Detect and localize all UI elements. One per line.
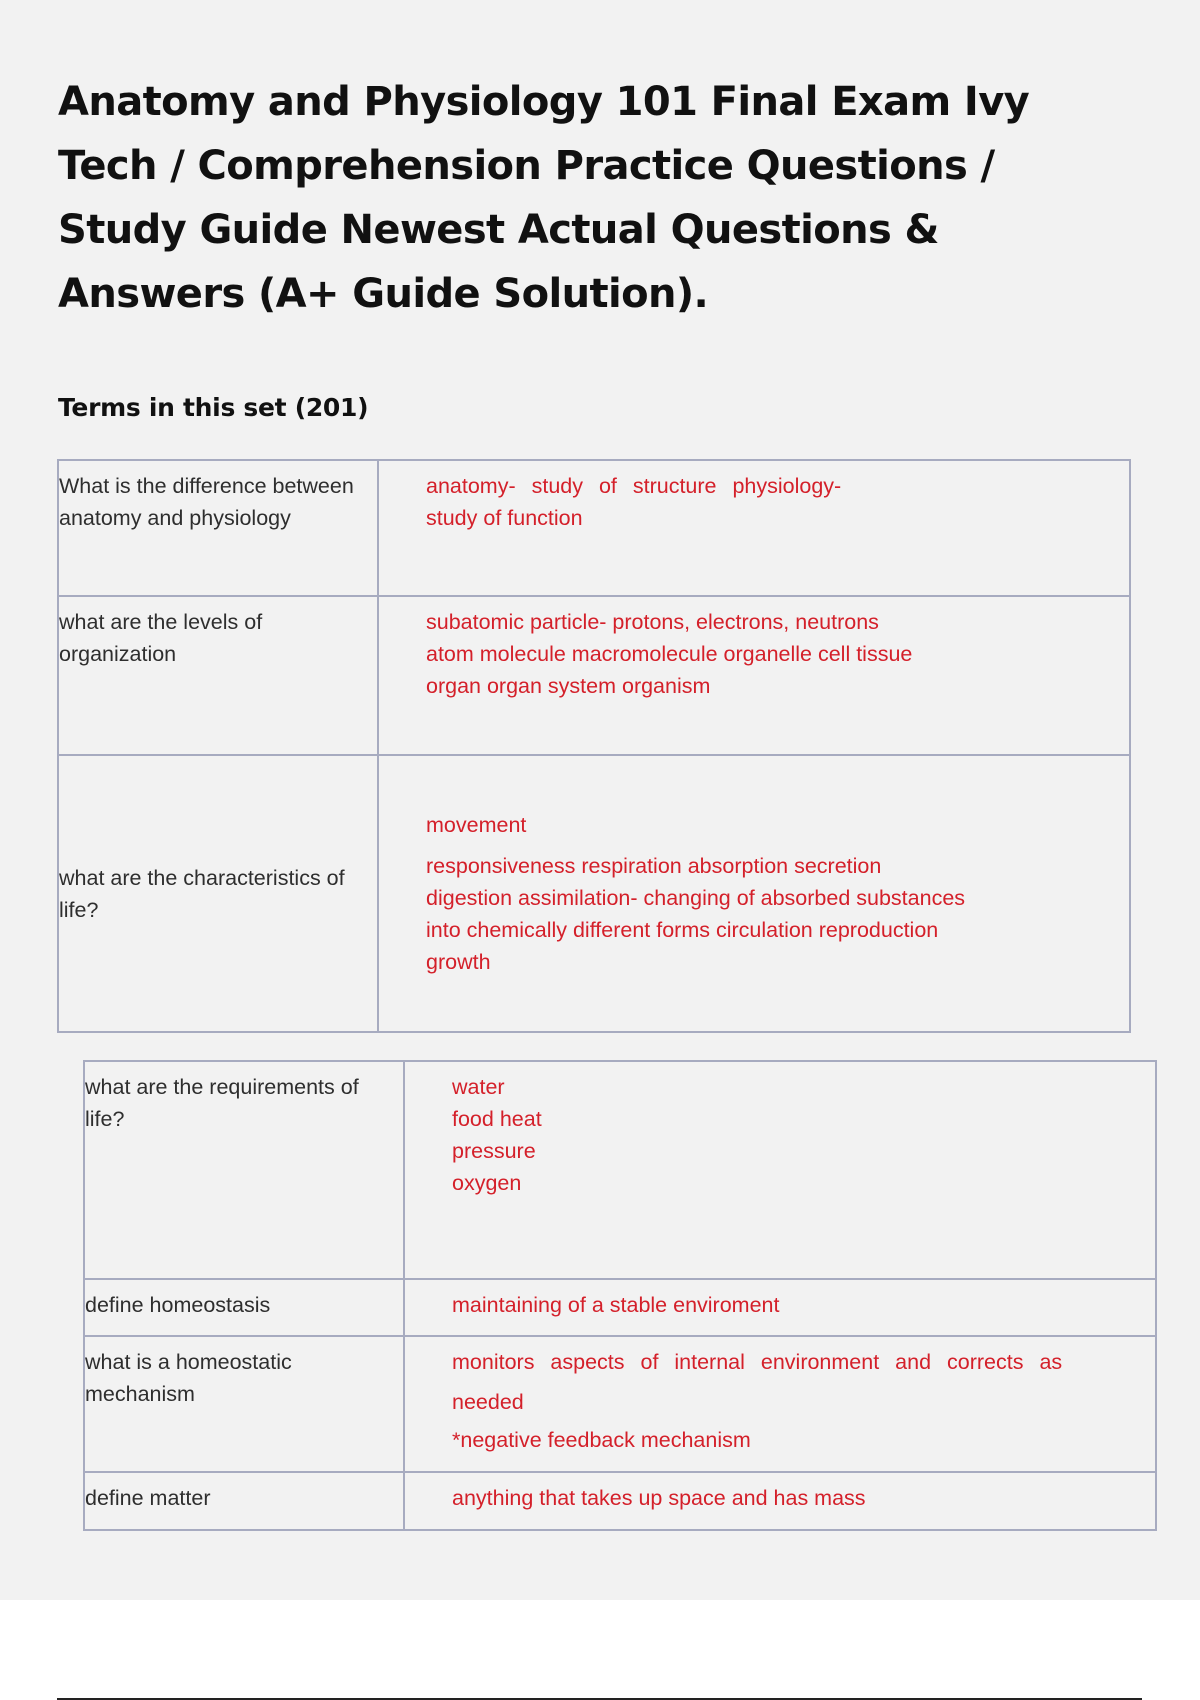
term-cell: define homeostasis [84, 1279, 404, 1336]
definition-cell [404, 1061, 1156, 1279]
definition-line: into chemically different forms circulation reproduction [426, 918, 939, 942]
table-row [84, 1061, 1156, 1279]
document-title: Anatomy and Physiology 101 Final Exam Ivy Tech / Comprehension Practice Questions / Study Guide Newest Actual Questions & Answers (A+ Guide Solution). [58, 79, 1030, 317]
definition-cell [378, 755, 1130, 1032]
definition-line: responsiveness respiration absorption secretion [426, 854, 882, 878]
table-row [84, 1336, 1156, 1472]
definition-cell [378, 596, 1130, 755]
table-row [58, 755, 1130, 1032]
terms-table-1 [57, 459, 1131, 1033]
definition-line: study of function [426, 506, 583, 530]
definition-line: anatomy- study of structure physiology- [426, 474, 842, 498]
table-row [84, 1472, 1156, 1530]
definition-line: atom molecule macromolecule organelle cell tissue [426, 642, 913, 666]
definition-line: subatomic particle- protons, electrons, neutrons [426, 610, 879, 634]
definition-line: digestion assimilation- changing of absorbed substances [426, 886, 966, 910]
definition-line: *negative feedback mechanism [452, 1428, 751, 1452]
term-cell: What is the difference between anatomy and physiology [58, 460, 378, 596]
definition-line: food heat [452, 1107, 542, 1131]
definition-line: anything that takes up space and has mass [452, 1486, 866, 1510]
term-cell: what are the characteristics of life? [58, 755, 378, 1032]
terms-table-2 [83, 1060, 1157, 1531]
definition-cell [404, 1336, 1156, 1472]
definition-line: movement [426, 813, 527, 837]
term-cell: what is a homeostatic mechanism [84, 1336, 404, 1472]
definition-line: monitors aspects of internal environment and corrects as [452, 1350, 1063, 1374]
terms-heading: Terms in this set (201) [58, 393, 369, 422]
table-row [58, 460, 1130, 596]
definition-line: maintaining of a stable enviroment [452, 1293, 780, 1317]
definition-line: growth [426, 950, 491, 974]
term-cell: what are the requirements of life? [84, 1061, 404, 1279]
definition-cell [378, 460, 1130, 596]
definition-line: pressure [452, 1139, 536, 1163]
definition-cell [404, 1472, 1156, 1530]
term-cell: define matter [84, 1472, 404, 1530]
definition-cell [404, 1279, 1156, 1336]
table-row [58, 596, 1130, 755]
term-cell: what are the levels of organization [58, 596, 378, 755]
definition-line: water [452, 1075, 505, 1099]
definition-line: oxygen [452, 1171, 522, 1195]
table-row [84, 1279, 1156, 1336]
definition-line: needed [452, 1390, 524, 1414]
definition-line: organ organ system organism [426, 674, 711, 698]
